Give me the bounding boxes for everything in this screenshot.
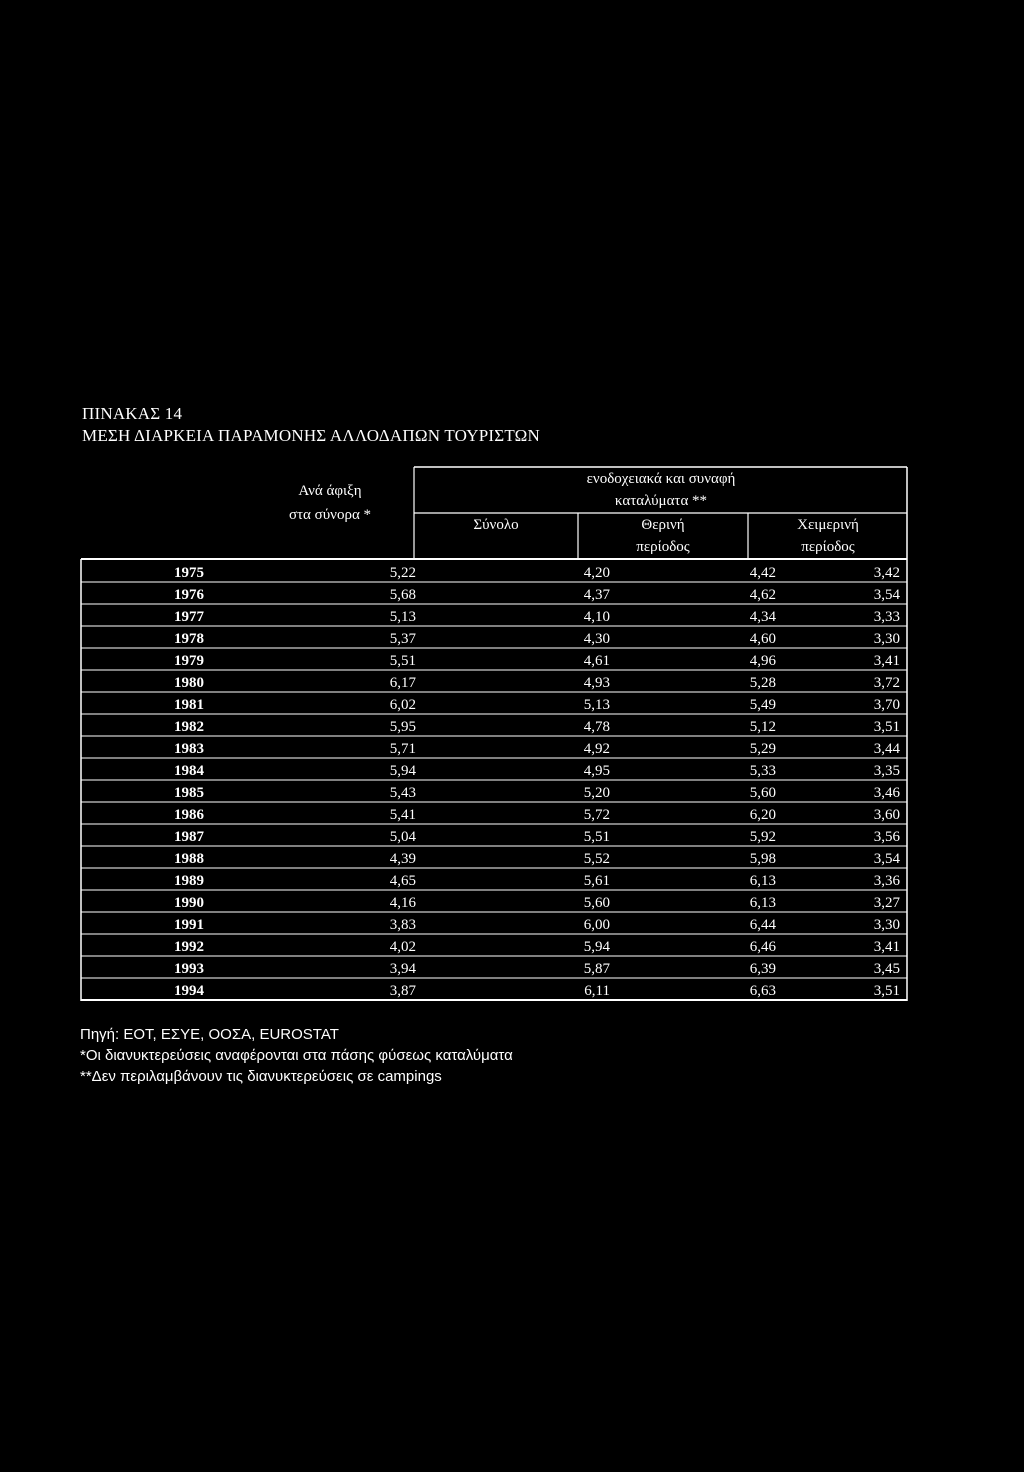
cell-winter: 3,42 [873, 565, 900, 581]
cell-total: 5,61 [583, 873, 610, 889]
cell-arrival: 5,04 [389, 829, 416, 845]
cell-year: 1983 [174, 741, 204, 757]
cell-year: 1990 [174, 895, 204, 911]
cell-total: 4,10 [583, 609, 610, 625]
cell-total: 5,94 [583, 939, 610, 955]
header-winter-line1: Χειμερινή [797, 517, 859, 533]
cell-arrival: 6,17 [389, 675, 416, 691]
header-group-line2: καταλύματα ** [614, 493, 708, 509]
cell-total: 5,13 [583, 697, 610, 713]
cell-winter: 3,45 [873, 961, 900, 977]
cell-arrival: 4,39 [389, 851, 416, 867]
cell-winter: 3,72 [873, 675, 900, 691]
table-number: ΠΙΝΑΚΑΣ 14 [82, 404, 183, 423]
cell-winter: 3,70 [873, 697, 900, 713]
cell-winter: 3,60 [873, 807, 900, 823]
cell-total: 4,92 [583, 741, 610, 757]
cell-winter: 3,56 [873, 829, 900, 845]
cell-arrival: 3,83 [389, 917, 416, 933]
cell-total: 5,20 [583, 785, 610, 801]
cell-arrival: 5,68 [389, 587, 416, 603]
cell-summer: 4,60 [749, 631, 776, 647]
cell-arrival: 5,51 [389, 653, 416, 669]
cell-winter: 3,54 [873, 851, 900, 867]
cell-winter: 3,27 [873, 895, 900, 911]
cell-summer: 5,28 [749, 675, 776, 691]
cell-total: 6,11 [584, 983, 610, 999]
cell-total: 5,52 [583, 851, 610, 867]
cell-arrival: 4,02 [389, 939, 416, 955]
cell-total: 4,95 [583, 763, 610, 779]
cell-total: 6,00 [583, 917, 610, 933]
cell-total: 4,93 [583, 675, 610, 691]
cell-year: 1980 [174, 675, 204, 691]
cell-arrival: 5,71 [389, 741, 416, 757]
table-title: ΜΕΣΗ ΔΙΑΡΚΕΙΑ ΠΑΡΑΜΟΝΗΣ ΑΛΛΟΔΑΠΩΝ ΤΟΥΡΙΣΤΩΝ [82, 426, 540, 445]
cell-year: 1992 [174, 939, 204, 955]
cell-summer: 6,13 [749, 873, 776, 889]
data-table [80, 466, 908, 1004]
cell-year: 1994 [174, 983, 204, 999]
cell-summer: 6,13 [749, 895, 776, 911]
cell-year: 1985 [174, 785, 204, 801]
cell-total: 4,37 [583, 587, 610, 603]
cell-summer: 5,98 [749, 851, 776, 867]
cell-winter: 3,30 [873, 631, 900, 647]
cell-year: 1993 [174, 961, 204, 977]
header-group-line1: ενοδοχειακά και συναφή [586, 471, 736, 487]
cell-year: 1982 [174, 719, 204, 735]
cell-arrival: 4,65 [389, 873, 416, 889]
cell-total: 4,30 [583, 631, 610, 647]
cell-winter: 3,54 [873, 587, 900, 603]
cell-year: 1976 [174, 587, 204, 603]
source-note: Πηγή: ΕΟΤ, ΕΣΥΕ, ΟΟΣΑ, EUROSTAT [80, 1026, 339, 1043]
cell-winter: 3,33 [873, 609, 900, 625]
cell-winter: 3,30 [873, 917, 900, 933]
cell-year: 1981 [174, 697, 204, 713]
cell-year: 1991 [174, 917, 204, 933]
cell-year: 1988 [174, 851, 204, 867]
cell-summer: 4,34 [749, 609, 776, 625]
cell-total: 4,78 [583, 719, 610, 735]
cell-year: 1975 [174, 565, 204, 581]
cell-winter: 3,41 [873, 939, 900, 955]
cell-arrival: 6,02 [389, 697, 416, 713]
cell-summer: 4,42 [749, 565, 776, 581]
table-notes [80, 1024, 513, 1087]
cell-arrival: 5,95 [389, 719, 416, 735]
cell-arrival: 5,94 [389, 763, 416, 779]
cell-year: 1984 [174, 763, 204, 779]
cell-total: 5,60 [583, 895, 610, 911]
cell-winter: 3,51 [873, 983, 900, 999]
cell-winter: 3,41 [873, 653, 900, 669]
cell-arrival: 3,87 [389, 983, 416, 999]
cell-summer: 5,92 [749, 829, 776, 845]
cell-summer: 6,39 [749, 961, 776, 977]
cell-summer: 4,62 [749, 587, 776, 603]
cell-total: 5,72 [583, 807, 610, 823]
cell-summer: 6,63 [749, 983, 776, 999]
cell-year: 1987 [174, 829, 204, 845]
cell-summer: 5,12 [749, 719, 776, 735]
cell-summer: 5,29 [749, 741, 776, 757]
cell-summer: 6,46 [749, 939, 776, 955]
header-winter-line2: περίοδος [801, 539, 855, 555]
cell-arrival: 5,37 [389, 631, 416, 647]
cell-summer: 4,96 [749, 653, 776, 669]
cell-total: 4,61 [583, 653, 610, 669]
cell-total: 5,51 [583, 829, 610, 845]
header-summer-line1: Θερινή [641, 517, 685, 533]
cell-arrival: 5,13 [389, 609, 416, 625]
cell-arrival: 4,16 [389, 895, 416, 911]
header-total: Σύνολο [473, 517, 519, 533]
cell-arrival: 5,43 [389, 785, 416, 801]
cell-summer: 5,60 [749, 785, 776, 801]
header-arrival-line2: στα σύνορα * [288, 507, 372, 523]
cell-summer: 6,20 [749, 807, 776, 823]
cell-total: 5,87 [583, 961, 610, 977]
cell-winter: 3,36 [873, 873, 900, 889]
cell-year: 1978 [174, 631, 204, 647]
cell-total: 4,20 [583, 565, 610, 581]
cell-summer: 5,49 [749, 697, 776, 713]
cell-year: 1989 [174, 873, 204, 889]
cell-summer: 5,33 [749, 763, 776, 779]
cell-year: 1977 [174, 609, 204, 625]
cell-year: 1986 [174, 807, 204, 823]
cell-year: 1979 [174, 653, 204, 669]
cell-arrival: 3,94 [389, 961, 416, 977]
cell-winter: 3,35 [873, 763, 900, 779]
cell-winter: 3,46 [873, 785, 900, 801]
footnote-arrivals: *Οι διανυκτερεύσεις αναφέρονται στα πάσης φύσεως καταλύματα [80, 1047, 513, 1064]
header-summer-line2: περίοδος [636, 539, 690, 555]
cell-summer: 6,44 [749, 917, 776, 933]
cell-arrival: 5,41 [389, 807, 416, 823]
cell-arrival: 5,22 [389, 565, 416, 581]
cell-winter: 3,51 [873, 719, 900, 735]
footnote-hotels: **Δεν περιλαμβάνουν τις διανυκτερεύσεις σε campings [80, 1068, 442, 1085]
cell-winter: 3,44 [873, 741, 900, 757]
header-arrival-line1: Ανά άφιξη [298, 483, 362, 499]
